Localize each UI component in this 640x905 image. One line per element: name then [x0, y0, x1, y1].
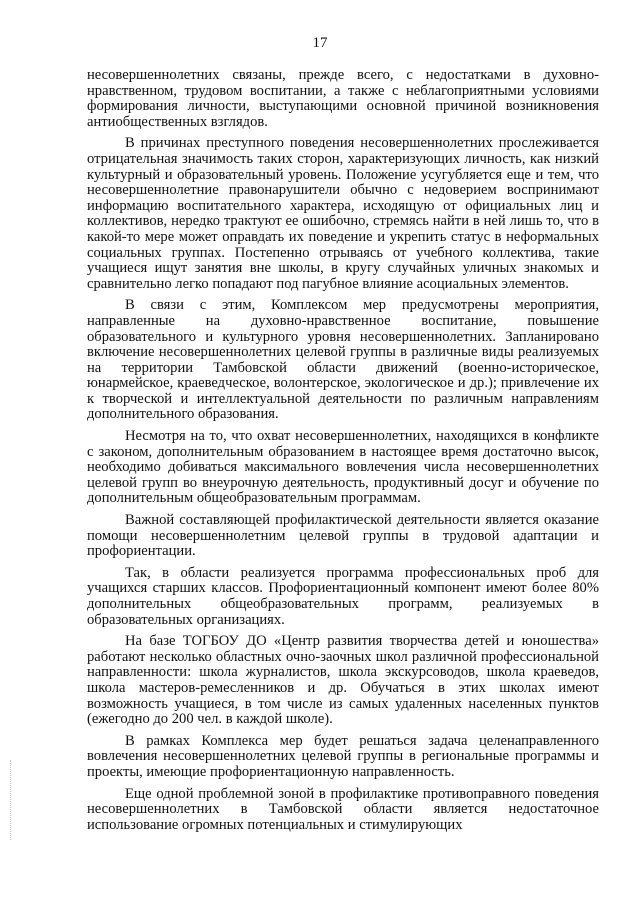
document-body: [87, 68, 599, 839]
paragraph-additional-education: Несмотря на то, что охват несовершеннолетних, находящихся в конфликте с законом, дополнительным образованием в настоящее время достаточно высок, необходимо добиваться максимального вовлечения числа несовершеннолетних целевой групп во внеурочную деятельность, продуктивный досуг и обучение по дополнительным общеобразовательным программам.: [87, 428, 599, 507]
paragraph-labor-adaptation: Важной составляющей профилактической деятельности является оказание помощи несовершеннолетним целевой группы в трудовой адаптации и профориентации.: [87, 512, 599, 560]
paragraph-criminal-behavior-causes: В причинах преступного поведения несовершеннолетних прослеживается отрицательная значимость таких сторон, характеризующих личность, как низкий культурный и образовательный уровень. Положение усугубляется еще и тем, что несовершеннолетние правонарушители обычно с недоверием воспринимают информацию воспитательного характера, исходящую от официальных лиц и коллективов, нередко трактуют ее ошибочно, стремясь найти в ней лишь то, что в какой-то мере может оправдать их поведение и укрепить статус в неформальных социальных группах. Постепенно отрываясь от учебного коллектива, такие учащиеся ищут занятия вне школы, в кругу случайных уличных знакомых и сравнительно легко попадают под пагубное влияние асоциальных элементов.: [87, 135, 599, 292]
paragraph-regional-programs: В рамках Комплекса мер будет решаться задача целенаправленного вовлечения несовершеннолетних целевой группы в региональные программы и проекты, имеющие профориентационную направленность.: [87, 732, 599, 780]
paragraph-continuation: несовершеннолетних связаны, прежде всего, с недостатками в духовно-нравственном, трудовом воспитании, а также с неблагоприятными условиями формирования личности, выступающими основной причиной возникновения антиобщественных взглядов.: [87, 67, 599, 130]
paragraph-professional-trials: Так, в области реализуется программа профессиональных проб для учащихся старших классов. Профориентационный компонент имеют более 80% дополнительных общеобразовательных программ, реализуемых в образовательных организациях.: [87, 564, 599, 628]
page-number: 17: [312, 35, 328, 51]
paragraph-creativity-center: На базе ТОГБОУ ДО «Центр развития творчества детей и юношества» работают несколько областных очно-заочных школ различной профессиональной направленности: школа журналистов, школа экскурсоводов, школа краеведов, школа мастеров-ремесленников и др. Обучаться в этих школах имеют возможность учащиеся, в том числе из самых удаленных населенных пунктов (ежегодно до 200 чел. в каждой школе).: [87, 633, 599, 728]
paragraph-complex-measures: В связи с этим, Комплексом мер предусмотрены мероприятия, направленные на духовно-нравственное воспитание, повышение образовательного и культурного уровня несовершеннолетних. Запланировано включение несовершеннолетних целевой группы в различные виды реализуемых на территории Тамбовской области движений (военно-историческое, юнармейское, краеведческое, волонтерское, экологическое и др.); привлечение их к творческой и интеллектуальной деятельности по различным направлениям дополнительного образования.: [87, 297, 599, 423]
scan-margin-mark: [10, 760, 13, 840]
paragraph-problem-zone: Еще одной проблемной зоной в профилактике противоправного поведения несовершеннолетних в Тамбовской области является недостаточное использование огромных потенциальных и стимулирующих: [87, 785, 599, 833]
